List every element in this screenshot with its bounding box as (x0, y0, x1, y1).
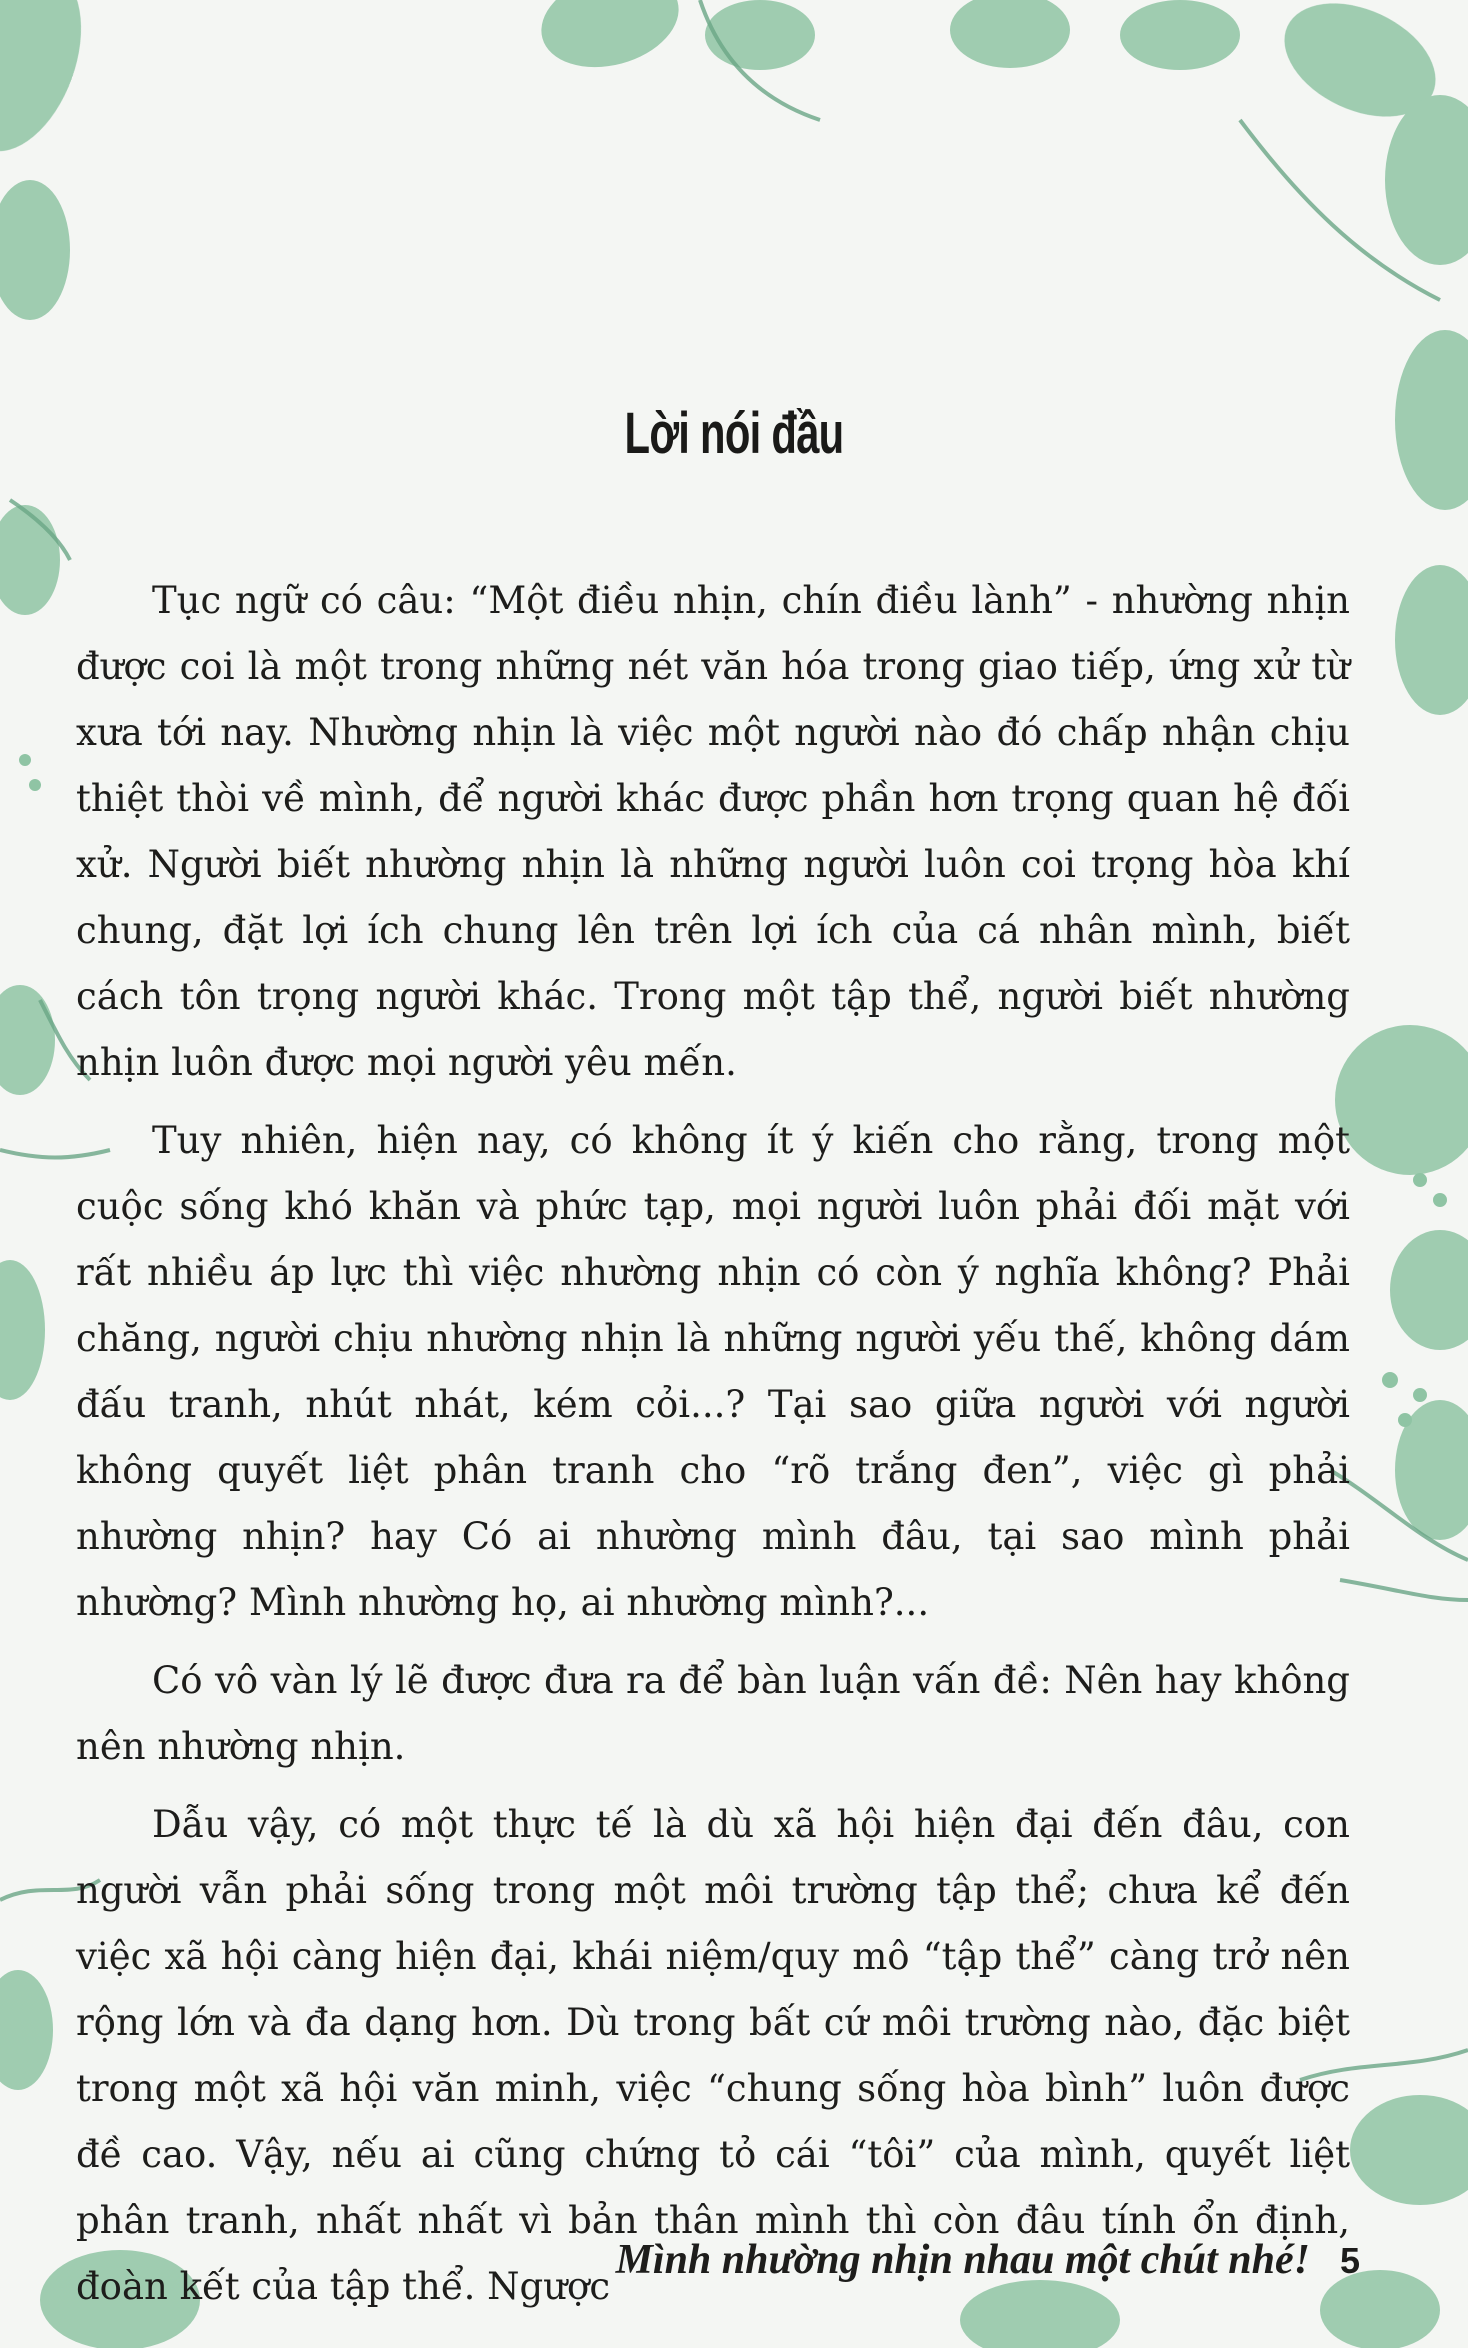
page-number: 5 (1339, 2240, 1360, 2281)
paragraph: Tuy nhiên, hiện nay, có không ít ý kiến cho rằng, trong một cuộc sống khó khăn và phức tạp, mọi người luôn phải đối mặt với rất nhiều áp lực thì việc nhường nhịn có còn ý nghĩa không? Phải chăng, người chịu nhường nhịn là những người yếu thế, không dám đấu tranh, nhút nhát, kém cỏi...? Tại sao giữa người với người không quyết liệt phân tranh cho “rõ trắng đen”, việc gì phải nhường nhịn? hay Có ai nhường mình đâu, tại sao mình phải nhường? Mình nhường họ, ai nhường mình?... (76, 1119, 1350, 1624)
page-footer (540, 2236, 1360, 2284)
footer-book-title: Mình nhường nhịn nhau một chút nhé! (615, 2237, 1310, 2283)
page-title: Lời nói đầu (624, 401, 844, 466)
paragraph: Dẫu vậy, có một thực tế là dù xã hội hiện đại đến đâu, con người vẫn phải sống trong một môi trường tập thể; chưa kể đến việc xã hội càng hiện đại, khái niệm/quy mô “tập thể” càng trở nên rộng lớn và đa dạng hơn. Dù trong bất cứ môi trường nào, đặc biệt trong một xã hội văn minh, việc “chung sống hòa bình” luôn được đề cao. Vậy, nếu ai cũng chứng tỏ cái “tôi” của mình, quyết liệt phân tranh, nhất nhất vì bản thân mình thì còn đâu tính ổn định, đoàn kết của tập thể. Ngược (76, 1803, 1350, 2308)
paragraph: Tục ngữ có câu: “Một điều nhịn, chín điều lành” - nhường nhịn được coi là một trong những nét văn hóa trong giao tiếp, ứng xử từ xưa tới nay. Nhường nhịn là việc một người nào đó chấp nhận chịu thiệt thòi về mình, để người khác được phần hơn trọng quan hệ đối xử. Người biết nhường nhịn là những người luôn coi trọng hòa khí chung, đặt lợi ích chung lên trên lợi ích của cá nhân mình, biết cách tôn trọng người khác. Trong một tập thể, người biết nhường nhịn luôn được mọi người yêu mến. (76, 579, 1350, 1084)
paragraph: Có vô vàn lý lẽ được đưa ra để bàn luận vấn đề: Nên hay không nên nhường nhịn. (76, 1659, 1350, 1768)
body-text (76, 568, 1350, 2332)
